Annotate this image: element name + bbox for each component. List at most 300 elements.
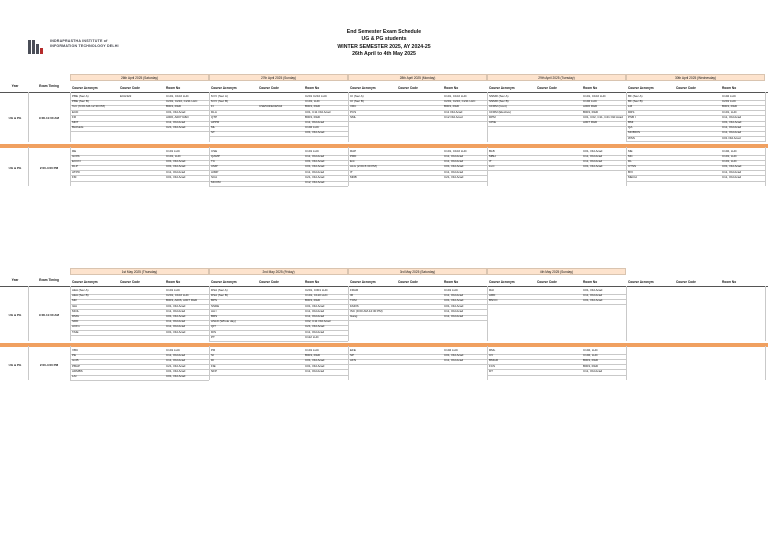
course-acronym-cell: BRS [211, 315, 218, 318]
course-acronym-cell: ECD [72, 110, 79, 114]
course-acronym-cell: ML [211, 126, 216, 130]
course-acronym-cell: AEA (Sec A) [72, 289, 89, 292]
room-cell: C01, Old Acad [444, 354, 464, 358]
room-cell: C102 LHC [305, 126, 320, 130]
grid-vertical-rule [487, 286, 488, 341]
column-header-code: Course Code [676, 280, 696, 284]
course-acronym-cell: BNVO [489, 299, 498, 303]
course-acronym-cell: LLC [489, 165, 495, 169]
room-cell: C01, Old Acad [722, 121, 742, 124]
day-header-w1-4: 30th April 2025 (Wednesday) [626, 74, 765, 81]
room-cell: C01, Old Acad [583, 299, 603, 303]
room-cell: C11, Old Acad [444, 315, 464, 318]
course-acronym-cell: Ent [350, 160, 355, 164]
course-acronym-cell: MDB [350, 175, 357, 179]
course-acronym-cell: QTP [211, 115, 218, 119]
room-cell: C12 Old Acad [444, 115, 463, 119]
room-cell: C101 LHC [444, 289, 459, 292]
room-cell: C11, Old Acad [444, 160, 464, 164]
room-cell: C21, Old Acad [444, 175, 464, 179]
grid-vertical-rule [765, 286, 766, 341]
course-acronym-cell: DRS [628, 110, 635, 114]
grid-vertical-rule [348, 286, 349, 341]
grid-vertical-rule [209, 92, 210, 142]
course-acronym-cell: FCS [489, 364, 495, 368]
column-header-code: Course Code [537, 280, 557, 284]
room-cell: B003, R&D [166, 105, 182, 109]
course-acronym-cell: PBAP [72, 364, 81, 368]
grid-horizontal-rule [70, 131, 209, 132]
room-cell: C11, Old Acad [583, 155, 603, 158]
course-acronym-cell: ALG (2:00-5:30 PM) [350, 165, 377, 169]
column-header-room: Room No [166, 86, 181, 90]
course-acronym-cell: M IV (Sec A) [211, 95, 228, 98]
room-cell: C102, LHC [583, 354, 598, 358]
document-heading [0, 29, 768, 59]
course-acronym-cell: PBE (Sec B) [72, 100, 89, 104]
room-cell: C11, Old Acad [305, 155, 325, 158]
course-acronym-cell: DSA (Sec A) [211, 289, 228, 292]
course-acronym-cell: BLB [489, 149, 495, 153]
room-cell: C01, Old Acad [722, 165, 742, 169]
grid-horizontal-rule [626, 141, 765, 142]
course-acronym-cell: DSA (Sec B) [211, 294, 228, 298]
room-cell: C101, LHC [166, 155, 181, 158]
room-cell: C01, Old Acad [166, 110, 186, 114]
heading-session: WINTER SEMESTER 2025, AY 2024-25 [337, 43, 431, 50]
course-acronym-cell: DLA [211, 110, 217, 114]
course-acronym-cell: FRAR [350, 289, 359, 292]
course-acronym-cell: ST [211, 131, 215, 135]
room-cell: C11, Old Acad [305, 121, 325, 124]
column-header-acronym: Course Acronym [628, 280, 654, 284]
course-acronym-cell: CMP [211, 165, 218, 169]
course-acronym-cell: IT [350, 170, 353, 174]
grid-vertical-rule [765, 147, 766, 186]
room-cell: C11, Old Acad [444, 155, 464, 158]
grid-horizontal-rule [626, 181, 765, 182]
course-acronym-cell: QAMP [211, 155, 220, 158]
course-acronym-cell: PE [72, 354, 77, 358]
room-cell: B003, R&D [583, 110, 599, 114]
timing-label-afternoon: 2:00-4:00 PM [39, 362, 59, 367]
course-acronym-cell: MC [628, 155, 633, 158]
course-acronym-cell: BMGR [489, 359, 498, 363]
course-acronym-cell: Gang [350, 315, 358, 318]
grid-vertical-rule [209, 147, 210, 186]
course-acronym-cell: ARD [489, 294, 496, 298]
grid-horizontal-rule [0, 92, 768, 93]
course-acronym-cell: FIE [211, 364, 216, 368]
room-cell: C21, Old Acad [166, 126, 186, 130]
column-header-room: Room No [444, 86, 459, 90]
course-acronym-cell: GCB [72, 359, 79, 363]
day-header-w1-0: 26th April 2025 (Saturday) [70, 74, 209, 81]
room-cell: C11, Old Acad [166, 325, 186, 329]
course-acronym-cell: PR [211, 349, 216, 352]
grid-vertical-rule [209, 286, 210, 341]
course-acronym-cell: LM [628, 105, 633, 109]
grid-horizontal-rule [348, 364, 487, 365]
course-acronym-cell: ECCN [72, 160, 81, 164]
course-acronym-cell: QIT [211, 325, 216, 329]
grid-vertical-rule [28, 147, 29, 186]
heading-subtitle: UG & PG students [361, 36, 407, 43]
room-cell: C11, Old Acad [444, 170, 464, 174]
day-header-w2-1: 2nd May 2025 (Friday) [209, 268, 348, 275]
column-header-code: Course Code [398, 86, 418, 90]
room-cell: C01, Old Acad [583, 149, 603, 153]
room-cell: C11, Old Acad [166, 320, 186, 324]
course-acronym-cell: AIMP [211, 170, 219, 174]
room-cell: C101 LHC [305, 149, 320, 153]
column-header-room: Room No [583, 280, 598, 284]
column-header-room: Room No [583, 86, 598, 90]
column-header-room: Room No [444, 280, 459, 284]
room-cell: C01, Old Acad [444, 165, 464, 169]
day-header-w1-3: 29th April 2025 (Tuesday) [487, 74, 626, 81]
year-column-header: Year [11, 278, 19, 282]
heading-date-range: 26th April to 4th May 2025 [352, 51, 416, 58]
room-cell: C11, Old Acad [305, 369, 325, 373]
room-cell: C01, Old Acad [166, 160, 186, 164]
year-label-morning: UG & PG [8, 116, 22, 121]
room-cell: C01, Old Acad [305, 364, 325, 368]
room-cell: C11, Old Acad [722, 170, 742, 174]
grid-vertical-rule [487, 346, 488, 380]
course-acronym-cell: BVI [628, 170, 633, 174]
session-separator [0, 343, 768, 347]
course-acronym-cell: GOIS [72, 155, 80, 158]
logo-line-2: INFORMATION TECHNOLOGY DELHI [50, 43, 119, 48]
heading-title: End Semester Exam Schedule [346, 29, 422, 35]
grid-horizontal-rule [209, 375, 348, 376]
column-header-acronym: Course Acronym [72, 280, 98, 284]
room-cell: C201, C301 LHC [305, 289, 328, 292]
course-acronym-cell: MBH [489, 155, 496, 158]
room-cell: C101, C110 LHC [305, 294, 328, 298]
course-acronym-cell: SML [350, 115, 357, 119]
grid-horizontal-rule [209, 136, 348, 137]
room-cell: C11, Old Acad [166, 121, 186, 124]
course-acronym-cell: MDT [72, 121, 79, 124]
room-cell: C01, Old Acad [166, 165, 186, 169]
course-acronym-cell: RAI [489, 289, 495, 292]
room-cell: C11, Old Acad [444, 359, 464, 363]
room-cell: C101, C102 LHC [583, 95, 606, 98]
course-acronym-cell: PBE (Sec A) [72, 95, 89, 98]
course-acronym-cell: ASLD (Whole day) [211, 320, 236, 324]
room-cell: C101 LHC [166, 289, 181, 292]
room-cell: C11, Old Acad [305, 330, 325, 334]
room-cell: C101 LHC [166, 349, 181, 352]
timing-column-header: Exam Timing [39, 278, 59, 282]
grid-horizontal-rule [209, 186, 348, 187]
grid-horizontal-rule [487, 304, 626, 305]
room-cell: C01, Old Acad [444, 304, 464, 308]
room-cell: C01, C11 Old Acad [305, 110, 331, 114]
course-acronym-cell: APPR [211, 121, 220, 124]
room-cell: C101, C102 LHC [444, 95, 467, 98]
year-label-afternoon: UG & PG [8, 166, 22, 170]
room-cell: C01, Old Acad [166, 304, 186, 308]
room-cell: C11, Old Acad [166, 170, 186, 174]
room-cell: C101, LHC [305, 100, 320, 104]
grid-vertical-rule [487, 92, 488, 142]
course-acronym-cell: DPM [489, 115, 496, 119]
course-acronym-cell: LAI [72, 375, 77, 378]
day-header-w1-1: 27th April 2025 (Sunday) [209, 74, 348, 81]
column-header-room: Room No [722, 280, 737, 284]
column-header-acronym: Course Acronym [489, 280, 515, 284]
course-acronym-cell: Biofluids [72, 126, 84, 130]
course-acronym-cell: EFE [350, 349, 356, 352]
grid-horizontal-rule [348, 320, 487, 321]
grid-horizontal-rule [348, 181, 487, 182]
course-acronym-cell: IR [350, 294, 353, 298]
room-cell: C201 LHC [722, 100, 737, 104]
room-cell: C11, Old Acad [722, 175, 742, 179]
grid-horizontal-rule [487, 375, 626, 376]
course-acronym-cell: CSE [211, 149, 218, 153]
course-acronym-cell: DL [628, 160, 632, 164]
room-cell: B003, R&D [722, 105, 738, 109]
day-header-w2-2: 3rd May 2025 (Saturday) [348, 268, 487, 275]
room-cell: C11, Old Acad [722, 126, 742, 130]
room-cell: B003, R&D [583, 359, 599, 363]
room-cell: C11, Old Acad [166, 354, 186, 358]
room-cell: C01, Old Acad [166, 330, 186, 334]
course-acronym-cell: CPIE [489, 121, 497, 124]
room-cell: B003, R&D [305, 299, 321, 303]
course-acronym-cell: FI [211, 105, 214, 109]
room-cell: C11, Old Acad [166, 309, 186, 313]
course-acronym-cell: ISC (9:00 AM-12:30 PM) [350, 309, 383, 313]
room-cell: B003, R&D [444, 105, 460, 109]
room-cell: C21, Old Acad [305, 175, 325, 179]
grid-horizontal-rule [209, 341, 348, 342]
column-header-code: Course Code [537, 86, 557, 90]
room-cell: C201, C210, C211 LHC [166, 100, 198, 104]
course-acronym-cell: SSDE [211, 304, 220, 308]
grid-vertical-rule [626, 92, 627, 142]
grid-vertical-rule [487, 147, 488, 186]
column-header-code: Course Code [676, 86, 696, 90]
course-acronym-cell: NFP [211, 369, 217, 373]
room-cell: C01, Old Acad [305, 359, 325, 363]
room-cell: C11, Old Acad [305, 309, 325, 313]
course-acronym-cell: MOBIOS [628, 131, 641, 135]
course-acronym-cell: ME [628, 149, 633, 153]
course-acronym-cell: CFRM (Cont) [489, 105, 507, 109]
course-acronym-cell: SP [350, 354, 355, 358]
course-acronym-cell: DIS [211, 330, 217, 334]
course-acronym-cell: DT [489, 369, 493, 373]
room-cell: C201 C210 LHC [305, 95, 328, 98]
grid-vertical-rule [28, 286, 29, 341]
course-acronym-cell: BMI [628, 121, 634, 124]
column-header-room: Room No [722, 86, 737, 90]
grid-horizontal-rule [0, 286, 768, 287]
room-cell: C21, Old Acad [305, 325, 325, 329]
column-header-code: Course Code [398, 280, 418, 284]
course-code-cell: ECH322 [120, 95, 132, 98]
course-acronym-cell: AEA (Sec B) [72, 294, 89, 298]
grid-horizontal-rule [487, 126, 626, 127]
room-cell: C11, Old Acad [444, 309, 464, 313]
course-acronym-cell: RE [72, 149, 77, 153]
day-header-w1-2: 28th April 2025 (Monday) [348, 74, 487, 81]
room-cell: C11, Old Acad [722, 131, 742, 135]
room-cell: A007 R&D [583, 121, 598, 124]
course-acronym-cell: QA [628, 126, 633, 130]
room-cell: C21, Old Acad [166, 364, 186, 368]
course-acronym-cell: TOM [350, 299, 357, 303]
room-cell: C102 LHC [722, 95, 737, 98]
grid-vertical-rule [626, 346, 627, 380]
session-separator [0, 144, 768, 148]
room-cell: C11, Old Acad [166, 359, 186, 363]
course-acronym-cell: CV [489, 354, 494, 358]
room-cell: C101, C102 LHC [166, 95, 189, 98]
column-header-code: Course Code [120, 280, 140, 284]
course-acronym-cell: RML [489, 349, 496, 352]
room-cell: C11, Old Acad [305, 315, 325, 318]
room-cell: C11, Old Acad [444, 294, 464, 298]
course-acronym-cell: DI [211, 359, 214, 363]
room-cell: C01, Old Acad [166, 369, 186, 373]
course-acronym-cell: CFRM (Elective) [489, 110, 512, 114]
column-header-acronym: Course Acronym [628, 86, 654, 90]
room-cell: C201, C210, C211 LHC [444, 100, 476, 104]
course-acronym-cell: PT [211, 335, 215, 339]
timing-label-morning: 9:00-11:00 AM [39, 313, 59, 317]
course-acronym-cell: WSS [628, 136, 635, 140]
course-acronym-cell: SDD [72, 320, 79, 324]
logo-line-1: INDRAPRASTHA INSTITUTE of [50, 39, 108, 43]
course-acronym-cell: IT [489, 160, 492, 164]
room-cell: A006, A007 R&D [166, 115, 189, 119]
course-acronym-cell: M IV (Sec B) [211, 100, 229, 104]
timing-column-header: Exam Timing [39, 84, 59, 88]
grid-vertical-rule [70, 92, 71, 142]
grid-vertical-rule [28, 92, 29, 142]
grid-horizontal-rule [487, 170, 626, 171]
course-acronym-cell: PCS [350, 110, 357, 114]
course-acronym-cell: DLP [72, 165, 78, 169]
room-cell: C11, Old Acad [583, 294, 603, 298]
course-code-cell: CSE543/ECE544 [259, 105, 283, 109]
course-acronym-cell: BF (Sec B) [628, 100, 643, 104]
timing-label-morning: 9:00-11:00 AM [39, 116, 59, 121]
course-acronym-cell: ADMBS [72, 369, 83, 373]
course-acronym-cell: CI (Sec B) [350, 100, 364, 104]
timing-label-afternoon: 2:00-4:00 PM [39, 166, 59, 170]
course-acronym-cell: FM [72, 175, 77, 179]
room-cell: C11, Old Acad [583, 160, 603, 164]
column-header-room: Room No [305, 280, 320, 284]
room-cell: C101, LHC [722, 110, 737, 114]
room-cell: C02, C11 Old Acad [305, 320, 331, 324]
column-header-acronym: Course Acronym [211, 86, 237, 90]
course-acronym-cell: SNMR (Sec A) [489, 95, 509, 98]
room-cell: B003, R&D [305, 115, 321, 119]
grid-vertical-rule [70, 286, 71, 341]
room-cell: C12, Old Acad [305, 181, 325, 184]
room-cell: C01, Old Acad [305, 131, 325, 135]
room-cell: C101, LHC [722, 160, 737, 164]
grid-vertical-rule [765, 92, 766, 142]
room-cell: C01, Old Acad [305, 165, 325, 169]
column-header-code: Course Code [259, 280, 279, 284]
column-header-room: Room No [166, 280, 181, 284]
room-cell: C01, C02, C11, C21 Old Acad [583, 115, 623, 119]
day-header-w2-0: 1st May 2025 (Thursday) [70, 268, 209, 275]
grid-vertical-rule [626, 147, 627, 186]
course-acronym-cell: MECH [628, 175, 637, 179]
room-cell: B003, R&D [583, 364, 599, 368]
course-acronym-cell: RAP [350, 149, 357, 153]
course-acronym-cell: VBC [72, 349, 79, 352]
day-header-w2-3: 4th May 2025 (Sunday) [487, 268, 626, 275]
course-acronym-cell: PSB I [628, 115, 636, 119]
course-acronym-cell: MR [72, 299, 77, 303]
course-acronym-cell: DMG [72, 315, 79, 318]
course-acronym-cell: BF (Sec A) [628, 95, 643, 98]
grid-horizontal-rule [70, 335, 209, 336]
grid-vertical-rule [626, 286, 627, 341]
course-acronym-cell: AFN [350, 359, 356, 363]
course-acronym-cell: FR [72, 115, 76, 119]
room-cell: C01, Old Acad [166, 175, 186, 179]
room-cell: C01, Old Acad [583, 289, 603, 292]
column-header-code: Course Code [259, 86, 279, 90]
room-cell: C11, Old Acad [305, 170, 325, 174]
course-acronym-cell: SNMR (Sec B) [489, 100, 509, 104]
column-header-acronym: Course Acronym [350, 280, 376, 284]
grid-vertical-rule [348, 346, 349, 380]
course-acronym-cell: CI (Sec A) [350, 95, 364, 98]
year-column-header: Year [11, 84, 19, 88]
room-cell: C01, Old Acad [305, 304, 325, 308]
course-acronym-cell: PRD [350, 155, 357, 158]
room-cell: C11 Old Acad [444, 110, 463, 114]
room-cell: B003, R&D [305, 105, 321, 109]
column-header-acronym: Course Acronym [211, 280, 237, 284]
room-cell: A006 R&D [583, 105, 598, 109]
grid-vertical-rule [70, 346, 71, 380]
grid-vertical-rule [348, 92, 349, 142]
room-cell: C102 LHC [583, 100, 598, 104]
course-acronym-cell: CTSS [628, 165, 637, 169]
room-cell: C01, Old Acad [305, 160, 325, 164]
course-acronym-cell: ACFn [72, 325, 80, 329]
room-cell: C11, Old Acad [722, 115, 742, 119]
course-acronym-cell: AA I [211, 309, 217, 313]
column-header-acronym: Course Acronym [350, 86, 376, 90]
column-header-acronym: Course Acronym [489, 86, 515, 90]
course-acronym-cell: MCOM [211, 181, 221, 184]
course-acronym-cell: BPS [211, 299, 218, 303]
room-cell: C102, LHC [722, 149, 737, 153]
room-cell: C01, Old Acad [166, 375, 186, 378]
room-cell: C201, C102 LHC [166, 294, 189, 298]
room-cell: C11, Old Acad [583, 369, 603, 373]
room-cell: C101 LHC [166, 149, 181, 153]
course-acronym-cell: MCIL [72, 309, 80, 313]
room-cell: B003, A006, A007 R&D [166, 299, 198, 303]
room-cell: C102 LHC [444, 349, 459, 352]
